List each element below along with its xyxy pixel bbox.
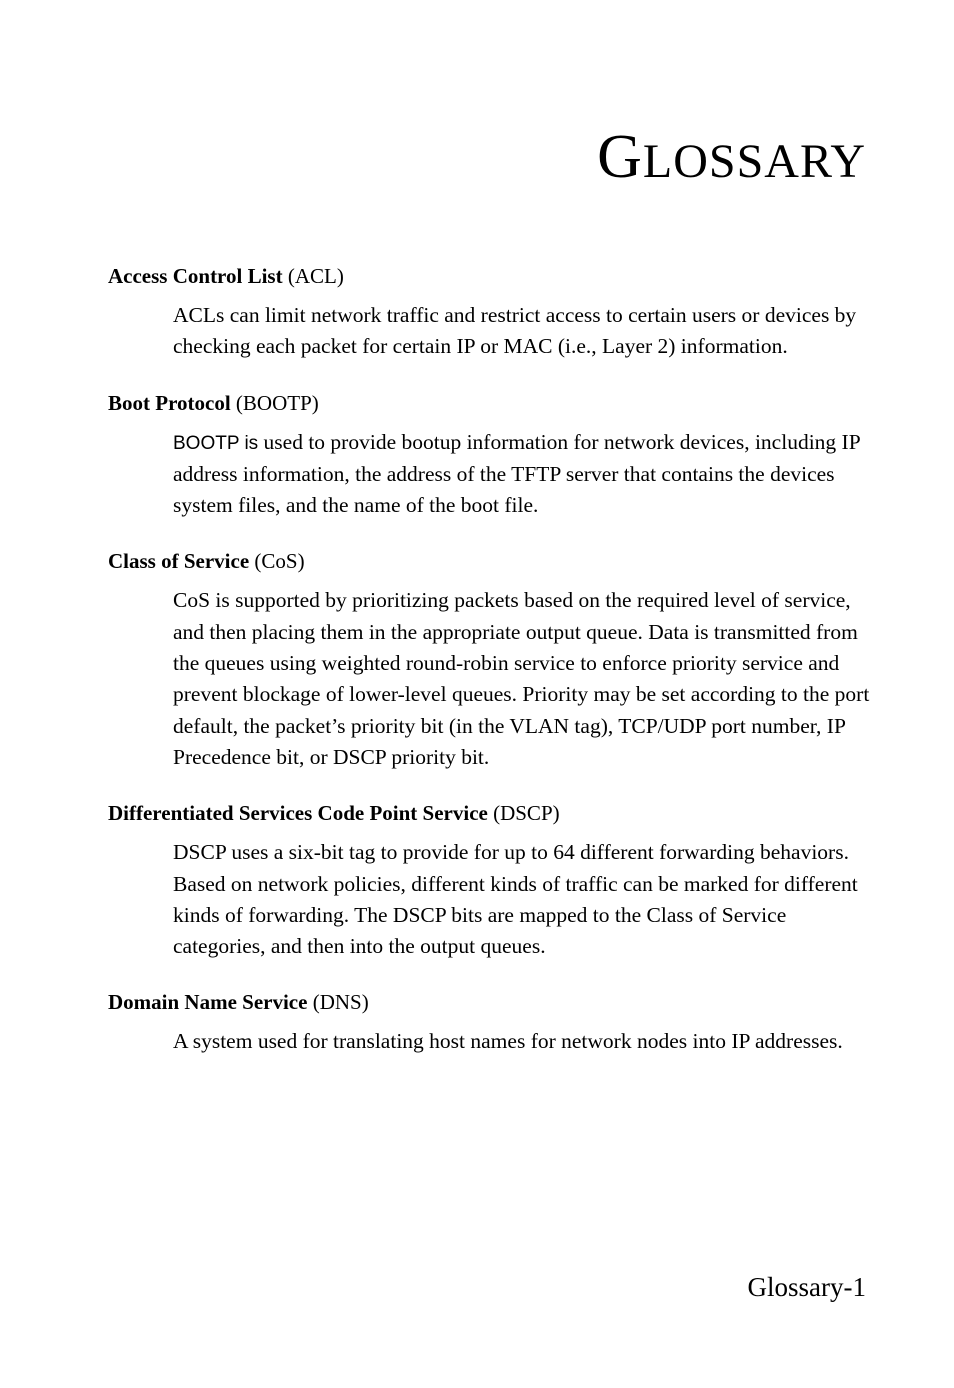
definition-lead: BOOTP is bbox=[173, 432, 259, 454]
definition-text: DSCP uses a six-bit tag to provide for up to 64 different forwarding behaviors. Based on network policies, different kinds of traffic can be marked for different kinds of forwarding. The DSCP bits are mapped to the Class of Service categories, and then into the output queues. bbox=[173, 840, 858, 959]
term-abbreviation: (CoS) bbox=[249, 549, 305, 574]
page-title bbox=[597, 122, 866, 193]
glossary-entries bbox=[108, 262, 878, 1084]
definition-text: CoS is supported by prioritizing packets based on the required level of service, and then placing them in the appropriate output queue. Data is transmitted from the queues using weighted round-robin service to enforce priority service and prevent blockage of lower-level queues. Priority may be set according to the port default, the packet’s priority bit (in the VLAN tag), TCP/UDP port number, IP Precedence bit, or DSCP priority bit. bbox=[173, 588, 870, 769]
glossary-entry-dscp bbox=[108, 799, 878, 962]
term-name: Class of Service bbox=[108, 549, 250, 574]
glossary-definition bbox=[173, 837, 878, 962]
title-rest: LOSSARY bbox=[642, 135, 866, 188]
glossary-definition bbox=[173, 300, 878, 363]
glossary-term bbox=[108, 988, 878, 1016]
title-initial: G bbox=[597, 123, 643, 191]
page-number: Glossary-1 bbox=[747, 1272, 866, 1302]
glossary-term bbox=[108, 547, 878, 575]
glossary-entry-bootp bbox=[108, 389, 878, 522]
definition-text: ACLs can limit network traffic and restrict access to certain users or devices by checking each packet for certain IP or MAC (i.e., Layer 2) information. bbox=[173, 303, 857, 359]
term-name: Access Control List bbox=[108, 264, 283, 288]
glossary-definition bbox=[173, 1026, 878, 1057]
term-abbreviation: (ACL) bbox=[282, 264, 344, 288]
term-abbreviation: (BOOTP) bbox=[230, 390, 319, 415]
glossary-term bbox=[108, 262, 878, 290]
glossary-definition bbox=[173, 427, 878, 522]
glossary-entry-cos bbox=[108, 547, 878, 773]
glossary-term bbox=[108, 389, 878, 417]
glossary-entry-dns bbox=[108, 988, 878, 1057]
definition-text: A system used for translating host names for network nodes into IP addresses. bbox=[173, 1029, 843, 1054]
term-name: Differentiated Services Code Point Service bbox=[108, 801, 488, 826]
term-abbreviation: (DNS) bbox=[307, 990, 369, 1015]
glossary-definition bbox=[173, 585, 878, 773]
term-name: Domain Name Service bbox=[108, 990, 308, 1015]
definition-text: used to provide bootup information for network devices, including IP address information, the address of the TFTP server that contains the devices system files, and the name of the boot file. bbox=[173, 429, 860, 518]
term-abbreviation: (DSCP) bbox=[487, 801, 560, 826]
glossary-term bbox=[108, 799, 878, 827]
term-name: Boot Protocol bbox=[108, 390, 231, 415]
glossary-entry-acl bbox=[108, 262, 878, 363]
